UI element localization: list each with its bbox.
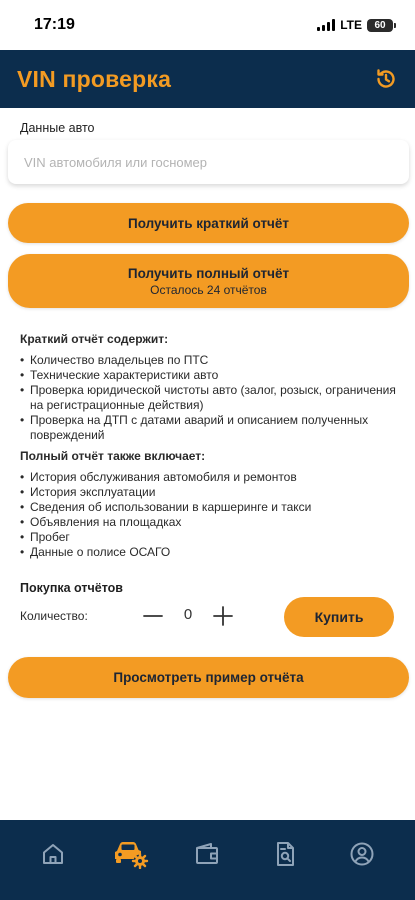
battery-icon: 60 [367, 19, 393, 32]
reports-remaining: Осталось 24 отчётов [150, 282, 267, 297]
minus-icon [142, 605, 164, 627]
document-search-icon [272, 840, 298, 868]
list-item: • Количество владельцев по ПТС [20, 353, 400, 368]
app-header [0, 50, 415, 108]
status-bar [0, 0, 415, 50]
car-data-label: Данные авто [20, 121, 95, 135]
list-item: • Сведения об использовании в каршеринге и такси [20, 500, 400, 515]
full-info-title: Полный отчёт также включает: [20, 449, 206, 463]
list-item: • Объявления на площадках [20, 515, 400, 530]
list-item: • Проверка юридической чистоты авто (залог, розыск, ограничения на регистрационные действия) [20, 383, 400, 413]
page-title: VIN проверка [17, 65, 172, 92]
example-report-label: Просмотреть пример отчёта [113, 670, 304, 685]
full-report-label: Получить полный отчёт [127, 265, 290, 281]
buy-button[interactable]: Купить [284, 597, 394, 637]
full-report-info [20, 449, 400, 560]
status-indicators [317, 18, 393, 32]
full-report-button[interactable] [8, 254, 409, 308]
wallet-icon [193, 841, 221, 867]
short-report-info [20, 332, 400, 443]
vin-input[interactable] [24, 155, 393, 170]
profile-icon [349, 841, 375, 867]
nav-home[interactable] [31, 832, 75, 876]
home-icon [40, 841, 66, 867]
nav-profile[interactable] [340, 832, 384, 876]
list-item: • История эксплуатации [20, 485, 400, 500]
purchase-title: Покупка отчётов [20, 581, 123, 595]
short-report-label: Получить краткий отчёт [127, 215, 290, 231]
list-item: • Пробег [20, 530, 400, 545]
increase-button[interactable] [210, 603, 236, 629]
nav-reports[interactable] [263, 832, 307, 876]
example-report-button[interactable] [8, 657, 409, 698]
quantity-label: Количество: [20, 609, 88, 623]
short-info-title: Краткий отчёт содержит: [20, 332, 169, 346]
decrease-button[interactable] [140, 603, 166, 629]
network-type: LTE [340, 18, 362, 32]
vin-input-card [8, 140, 409, 184]
nav-vin-check[interactable] [108, 832, 152, 876]
plus-icon [212, 605, 234, 627]
car-settings-icon [111, 839, 149, 869]
short-info-list [20, 353, 400, 443]
list-item: • Проверка на ДТП с датами аварий и описанием полученных повреждений [20, 413, 400, 443]
list-item: • История обслуживания автомобиля и ремонтов [20, 470, 400, 485]
quantity-value: 0 [183, 606, 193, 623]
signal-icon [317, 19, 335, 31]
history-button[interactable] [373, 66, 399, 92]
status-time: 17:19 [34, 16, 75, 33]
list-item: • Технические характеристики авто [20, 368, 400, 383]
full-info-list [20, 470, 400, 560]
nav-wallet[interactable] [185, 832, 229, 876]
list-item: • Данные о полисе ОСАГО [20, 545, 400, 560]
history-icon [374, 67, 398, 91]
bottom-nav [0, 820, 415, 900]
short-report-button[interactable] [8, 203, 409, 243]
